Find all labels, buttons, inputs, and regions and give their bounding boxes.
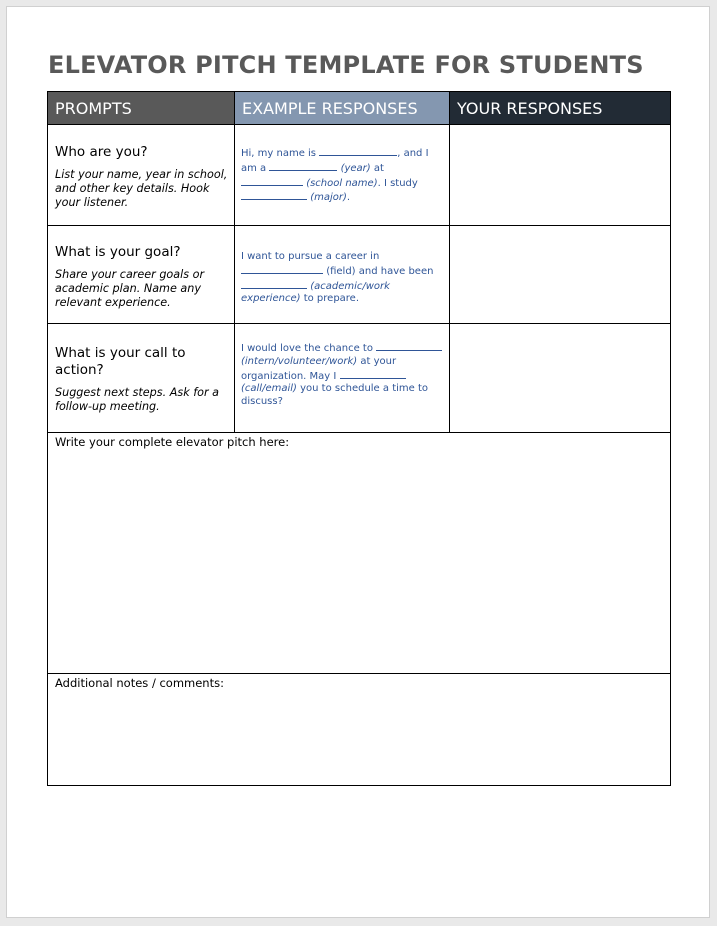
- blank-line: [241, 279, 307, 289]
- your-response-cell[interactable]: [450, 125, 671, 226]
- prompt-question: Who are you?: [55, 144, 148, 160]
- notes-box[interactable]: [48, 674, 671, 786]
- pitch-label: Write your complete elevator pitch here:: [55, 435, 290, 449]
- your-response-cell[interactable]: [450, 226, 671, 324]
- header-your-responses: YOUR RESPONSES: [450, 92, 671, 125]
- prompt-description: Share your career goals or academic plan. Name any relevant experience.: [55, 268, 205, 309]
- table-row: [48, 324, 671, 433]
- blank-line: [241, 264, 323, 274]
- example-text: Hi, my name is , and I am a (year) at (school name). I study (major).: [241, 148, 429, 204]
- header-example-responses: EXAMPLE RESPONSES: [235, 92, 450, 125]
- prompt-question: What is your goal?: [55, 244, 181, 260]
- prompt-cell: [48, 226, 235, 324]
- example-text: I would love the chance to (intern/volunteer/work) at your organization. May I (call/email) you to schedule a time to discuss?: [241, 341, 443, 409]
- notes-label: Additional notes / comments:: [55, 676, 224, 690]
- header-prompts: PROMPTS: [48, 92, 235, 125]
- prompt-cell: [48, 125, 235, 226]
- blank-line: [269, 161, 337, 171]
- blank-line: [340, 369, 406, 379]
- prompt-description: List your name, year in school, and other key details. Hook your listener.: [55, 168, 228, 209]
- page-title: ELEVATOR PITCH TEMPLATE FOR STUDENTS: [48, 51, 644, 79]
- elevator-pitch-box[interactable]: [48, 433, 671, 674]
- pitch-template-table: [47, 91, 671, 786]
- document-page: [6, 6, 710, 918]
- notes-row: [48, 674, 671, 786]
- example-cell: [235, 226, 450, 324]
- blank-line: [319, 146, 397, 156]
- blank-line: [241, 190, 307, 200]
- prompt-cell: [48, 324, 235, 433]
- table-row: [48, 226, 671, 324]
- blank-line: [241, 176, 303, 186]
- header-row: [48, 92, 671, 125]
- table-row: [48, 125, 671, 226]
- prompt-description: Suggest next steps. Ask for a follow-up meeting.: [55, 386, 220, 413]
- blank-line: [376, 341, 442, 351]
- example-cell: [235, 125, 450, 226]
- example-cell: [235, 324, 450, 433]
- your-response-cell[interactable]: [450, 324, 671, 433]
- example-text: I want to pursue a career in (field) and have been (academic/work experience) to prepare.: [241, 251, 434, 305]
- pitch-row: [48, 433, 671, 674]
- prompt-question: What is your call to action?: [55, 345, 186, 378]
